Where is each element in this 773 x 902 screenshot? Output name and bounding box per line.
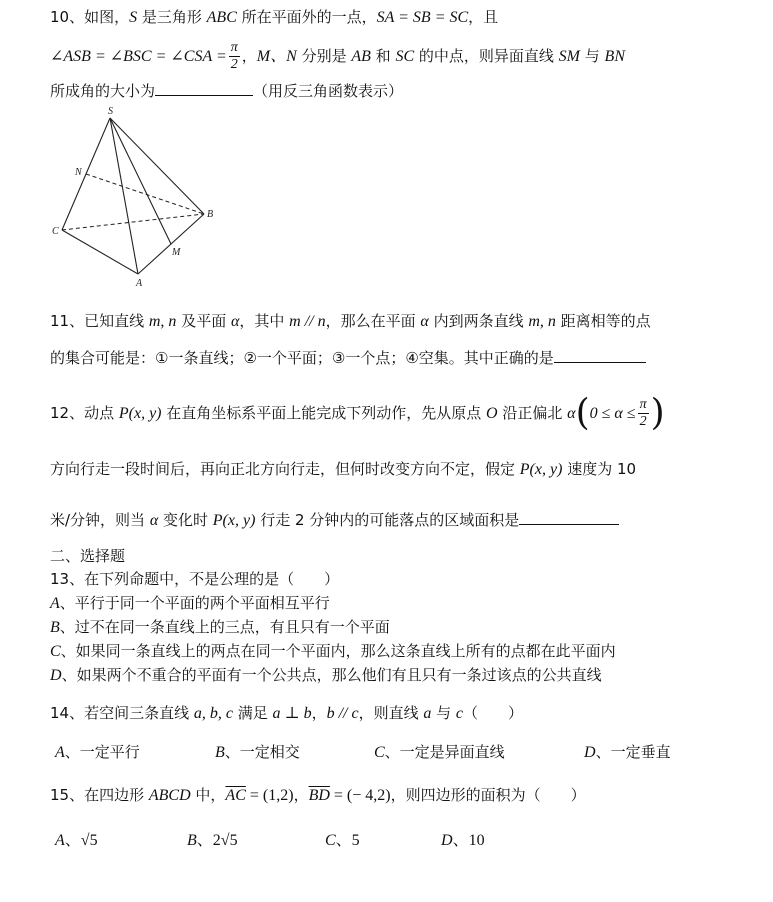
- label-c: C: [52, 226, 59, 237]
- q14-text: 14、若空间三条直线: [50, 704, 194, 722]
- option-text: 、一定相交: [224, 743, 300, 761]
- q14-text: 与: [431, 704, 456, 722]
- q15-quadrilateral: ABCD: [148, 787, 191, 804]
- q14-option-d[interactable]: [584, 741, 671, 764]
- option-letter: B: [50, 619, 60, 636]
- q10-text: ，且: [468, 8, 499, 26]
- q14-a-perp-b: a ⊥ b: [272, 705, 312, 722]
- label-n: N: [75, 167, 82, 178]
- q11-text: 及平面: [176, 312, 231, 330]
- option-text: 、过不在同一条直线上的三点，有且只有一个平面: [59, 618, 390, 636]
- q15-option-a[interactable]: [55, 829, 98, 852]
- q14-text: （ ）: [463, 704, 524, 722]
- q12-line3: [50, 509, 619, 532]
- q10-text: （用反三角函数表示）: [253, 82, 404, 100]
- q10-text: 和: [370, 47, 396, 65]
- q12-alpha: α: [149, 512, 159, 529]
- q11-text: ，那么在平面: [325, 312, 421, 330]
- q12-pi-over-2: [638, 397, 649, 430]
- q10-line1: [50, 6, 498, 29]
- q10-angle-equation: ∠ASB = ∠BSC = ∠CSA =: [50, 48, 227, 65]
- q14-lines-abc: a, b, c: [193, 705, 233, 722]
- q12-text: 米/分钟，则当: [50, 511, 150, 529]
- q10-pyramid-figure: [48, 102, 228, 292]
- q10-text: 分别是: [296, 47, 352, 65]
- q12-text: 沿正偏北: [497, 404, 568, 422]
- option-text: 、如果同一条直线上的两点在同一个平面内，那么这条直线上所有的点都在此平面内: [60, 642, 616, 660]
- label-m: M: [172, 247, 181, 258]
- q12-alpha: α: [567, 405, 576, 422]
- q13-option-d[interactable]: [50, 664, 602, 687]
- q15-text: 中，: [190, 786, 226, 804]
- q15-vector-ac-value: = (1,2): [245, 787, 294, 804]
- q10-frac-den: 2: [230, 57, 238, 72]
- edge-sm: [110, 118, 171, 244]
- q14-text: ，: [311, 704, 327, 722]
- q10-frac-num: π: [230, 40, 238, 55]
- label-a: A: [136, 278, 143, 289]
- edge-cb-dashed: [62, 214, 204, 230]
- q10-ab: AB: [351, 48, 371, 65]
- q10-pi-over-2: [229, 40, 240, 73]
- q10-number-text: 10、如图，: [50, 8, 130, 26]
- edge-nb-dashed: [86, 174, 204, 214]
- q13-stem: 13、在下列命题中，不是公理的是（ ）: [50, 570, 340, 588]
- q10-text: ，: [241, 47, 257, 65]
- q12-origin-o: O: [486, 405, 498, 422]
- q15-text: 15、在四边形: [50, 786, 149, 804]
- option-letter: A: [55, 832, 65, 849]
- q13-option-b[interactable]: [50, 616, 390, 639]
- q10-equal-edges: SA = SB = SC: [376, 9, 469, 26]
- q12-frac-den: 2: [639, 414, 647, 429]
- q10-bn: BN: [604, 48, 625, 65]
- option-text: 、如果两个不重合的平面有一个公共点，那么他们有且只有一条过该点的公共直线: [61, 666, 602, 684]
- q10-triangle-abc: ABC: [206, 9, 237, 26]
- q11-plane-alpha: α: [420, 313, 429, 330]
- q12-point-p: P(x, y): [212, 512, 256, 529]
- q10-sm: SM: [558, 48, 580, 65]
- option-text: 、√5: [64, 832, 98, 849]
- label-s: S: [108, 106, 113, 117]
- q12-point-p: P(x, y): [519, 461, 563, 478]
- q14-stem: [50, 702, 523, 725]
- q11-text: 内到两条直线: [428, 312, 529, 330]
- q15-text: ，则四边形的面积为（ ）: [390, 786, 586, 804]
- q15-stem: [50, 784, 586, 807]
- q12-point-p: P(x, y): [118, 405, 162, 422]
- option-text: 、10: [452, 832, 485, 849]
- q10-point-s: S: [129, 9, 138, 26]
- q11-answer-blank[interactable]: [554, 348, 646, 363]
- q14-option-a[interactable]: [55, 741, 140, 764]
- option-letter: C: [374, 744, 385, 761]
- q15-vector-ac: $\overline{AC}$: [225, 787, 246, 804]
- option-text: 、一定垂直: [595, 743, 671, 761]
- option-letter: B: [187, 832, 197, 849]
- q10-text: 与: [580, 47, 605, 65]
- q14-text: 满足: [232, 704, 273, 722]
- q10-sc: SC: [395, 48, 415, 65]
- q12-text: 行走 2 分钟内的可能落点的区域面积是: [255, 511, 520, 529]
- edge-sa: [110, 118, 138, 274]
- q12-frac-num: π: [639, 397, 647, 412]
- label-b: B: [207, 209, 214, 220]
- edge-ca: [62, 230, 138, 274]
- q10-text: 是三角形: [137, 8, 207, 26]
- option-text: 、平行于同一个平面的两个平面相互平行: [59, 594, 330, 612]
- q12-line2: [50, 458, 636, 481]
- q15-option-b[interactable]: [187, 829, 238, 852]
- q11-text: 的集合可能是：①一条直线；②一个平面；③一个点；④空集。其中正确的是: [50, 349, 554, 367]
- q14-text: ，则直线: [358, 704, 424, 722]
- q10-text: 所成角的大小为: [50, 82, 156, 100]
- q11-lines-mn: m, n: [528, 313, 556, 330]
- q10-answer-blank[interactable]: [155, 81, 253, 96]
- q12-left-paren: (: [575, 392, 590, 434]
- q12-right-paren: ): [650, 392, 665, 434]
- q12-text: 方向行走一段时间后，再向正北方向行走，但何时改变方向不定，假定: [50, 460, 520, 478]
- q11-lines-mn: m, n: [148, 313, 177, 330]
- q10-text: 所在平面外的一点，: [236, 8, 377, 26]
- q12-text: 在直角坐标系平面上能完成下列动作，先从原点: [161, 404, 487, 422]
- q14-line-a: a: [423, 705, 432, 722]
- option-letter: D: [50, 667, 62, 684]
- q14-option-b[interactable]: [215, 741, 300, 764]
- option-letter: D: [584, 744, 596, 761]
- q15-vector-bd-value: = (− 4,2): [329, 787, 391, 804]
- q10-line3: [50, 80, 403, 102]
- q12-text: 12、动点: [50, 404, 119, 422]
- q10-text: 的中点，则异面直线: [414, 47, 559, 65]
- q11-line1: [50, 310, 651, 333]
- q11-line2: [50, 347, 646, 369]
- option-text: 、2√5: [196, 832, 238, 849]
- q14-b-parallel-c: b // c: [326, 705, 359, 722]
- option-letter: B: [215, 744, 225, 761]
- q15-text: ，: [293, 786, 309, 804]
- q11-text: 11、已知直线: [50, 312, 149, 330]
- q15-option-d[interactable]: [441, 829, 485, 852]
- option-text: 、5: [335, 832, 360, 849]
- q11-plane-alpha: α: [230, 313, 240, 330]
- q14-option-c[interactable]: [374, 741, 505, 764]
- q11-text: 距离相等的点: [555, 312, 651, 330]
- q10-midpoints: M、N: [256, 48, 297, 65]
- option-letter: D: [441, 832, 453, 849]
- q15-vector-bd: $\overline{BD}$: [308, 787, 330, 804]
- option-letter: C: [50, 643, 61, 660]
- q14-line-c: c: [455, 705, 464, 722]
- q12-text: 变化时: [158, 511, 213, 529]
- q10-line2: [50, 36, 625, 76]
- edge-ab: [138, 214, 204, 274]
- option-text: 、一定是异面直线: [384, 743, 505, 761]
- q12-line1: [50, 390, 665, 436]
- option-letter: C: [325, 832, 336, 849]
- q12-alpha-range: 0 ≤ α ≤: [589, 405, 636, 422]
- q11-m-parallel-n: m // n: [289, 313, 326, 330]
- option-letter: A: [50, 595, 60, 612]
- q12-text: 速度为 10: [562, 460, 637, 478]
- option-text: 、一定平行: [64, 743, 140, 761]
- q13-option-c[interactable]: [50, 640, 616, 663]
- section-title: 二、选择题: [50, 547, 126, 565]
- option-letter: A: [55, 744, 65, 761]
- q11-text: ，其中: [239, 312, 290, 330]
- q15-option-c[interactable]: [325, 829, 360, 852]
- q13-option-a[interactable]: [50, 592, 330, 615]
- q12-answer-blank[interactable]: [519, 510, 619, 525]
